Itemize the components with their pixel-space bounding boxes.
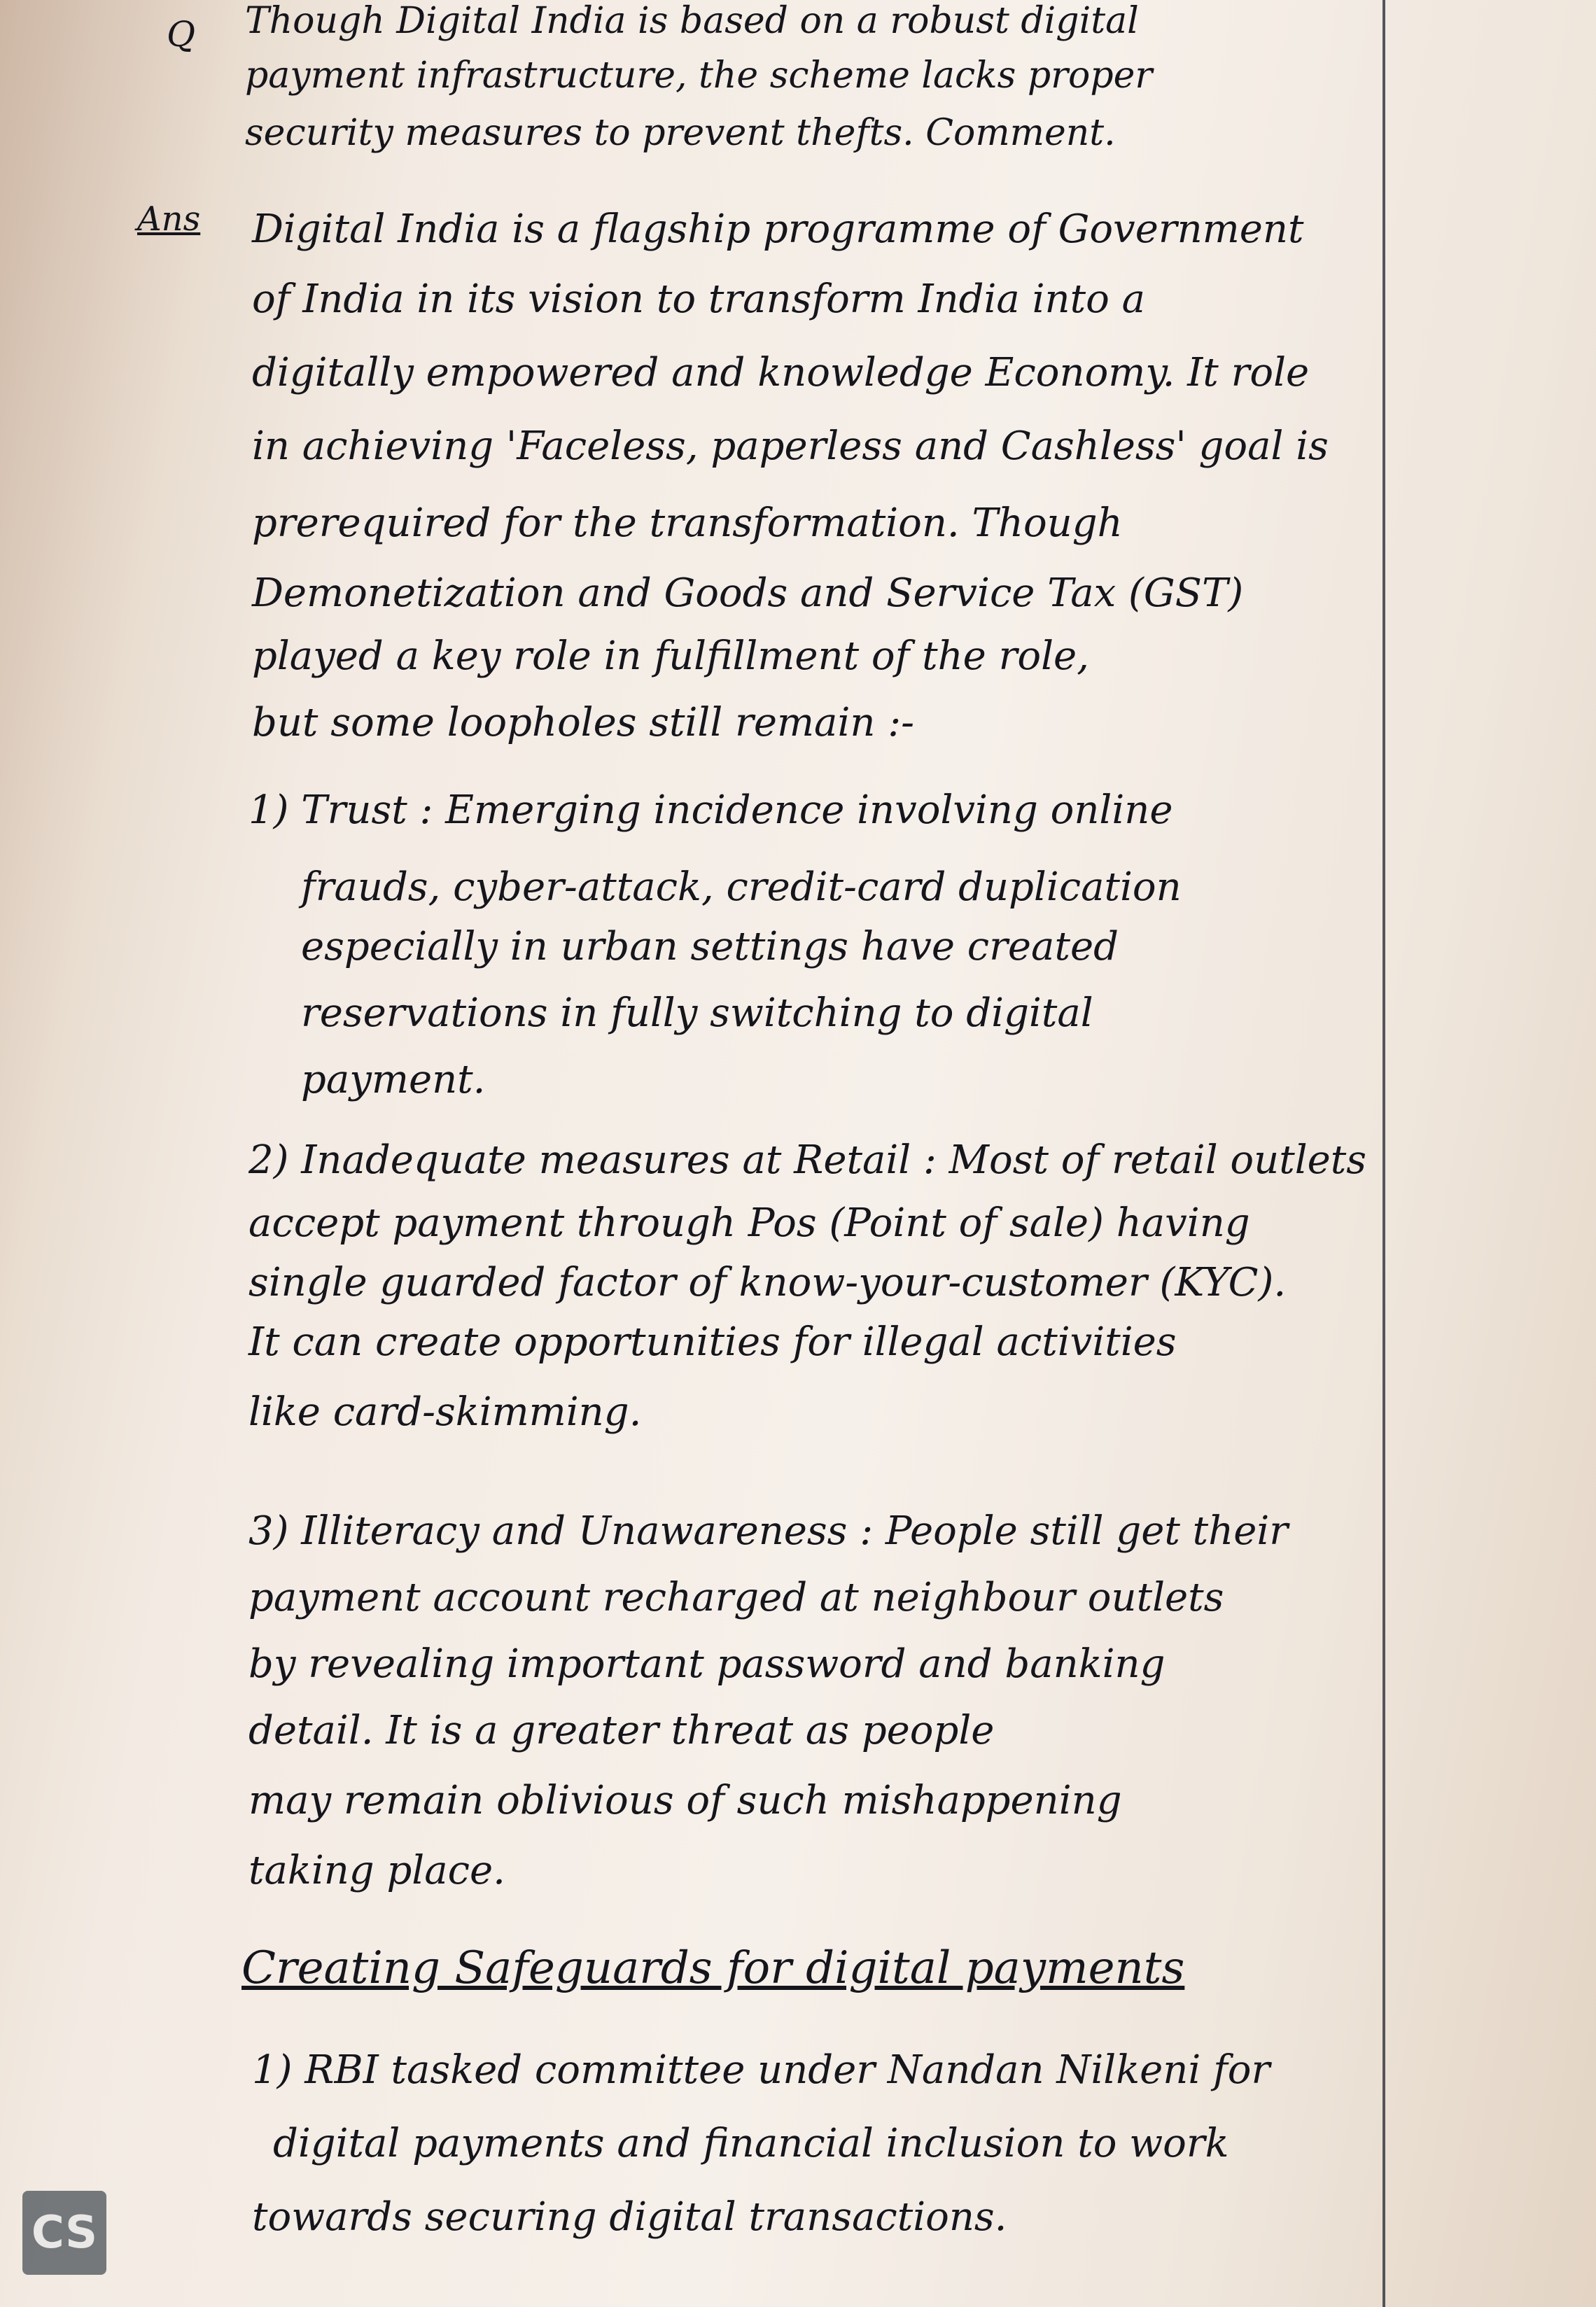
intro-line: but some loopholes still remain :- <box>252 700 915 745</box>
margin-line <box>1382 0 1385 2307</box>
intro-line: Demonetization and Goods and Service Tax (GST) <box>252 570 1244 616</box>
point-3-line: 3) Illiteracy and Unawareness : People still get their <box>248 1508 1289 1554</box>
point-2-line: like card-skimming. <box>248 1389 642 1435</box>
point-3-line: payment account recharged at neighbour outlets <box>248 1575 1224 1620</box>
question-marker: Q <box>167 14 195 55</box>
safeguards-heading: Creating Safeguards for digital payments <box>241 1942 1185 1994</box>
point-3-line: taking place. <box>248 1848 505 1893</box>
point-2-line: accept payment through Pos (Point of sale) having <box>248 1200 1250 1246</box>
point-3-line: may remain oblivious of such mishappening <box>248 1778 1122 1823</box>
safeguard-line: towards securing digital transactions. <box>252 2194 1007 2240</box>
point-1-line: 1) Trust : Emerging incidence involving online <box>248 787 1173 833</box>
point-2-line: It can create opportunities for illegal activities <box>248 1319 1177 1365</box>
question-line: payment infrastructure, the scheme lacks proper <box>245 55 1153 97</box>
safeguard-line: digital payments and financial inclusion to work <box>273 2121 1229 2166</box>
safeguard-line: 1) RBI tasked committee under Nandan Nilkeni for <box>252 2047 1270 2093</box>
intro-line: digitally empowered and knowledge Economy. It role <box>252 350 1310 395</box>
point-2-line: single guarded factor of know-your-customer (KYC). <box>248 1260 1287 1305</box>
intro-line: played a key role in fulfillment of the role, <box>252 633 1089 679</box>
point-1-line: payment. <box>301 1057 486 1102</box>
intro-line: of India in its vision to transform India into a <box>252 276 1145 322</box>
point-3-line: detail. It is a greater threat as people <box>248 1708 995 1753</box>
point-2-line: 2) Inadequate measures at Retail : Most of retail outlets <box>248 1137 1366 1183</box>
point-1-line: especially in urban settings have created <box>301 924 1119 969</box>
point-1-line: reservations in fully switching to digital <box>301 990 1093 1036</box>
camscanner-logo: CS <box>22 2191 106 2275</box>
intro-line: Digital India is a flagship programme of Government <box>252 206 1304 252</box>
answer-label: Ans <box>137 199 201 239</box>
intro-line: prerequired for the transformation. Though <box>252 500 1123 546</box>
point-3-line: by revealing important password and banking <box>248 1641 1166 1687</box>
intro-line: in achieving 'Faceless, paperless and Cashless' goal is <box>252 423 1329 469</box>
question-line: Though Digital India is based on a robust digital <box>245 0 1139 42</box>
question-line: security measures to prevent thefts. Comment. <box>245 112 1116 154</box>
point-1-line: frauds, cyber-attack, credit-card duplication <box>301 864 1182 910</box>
